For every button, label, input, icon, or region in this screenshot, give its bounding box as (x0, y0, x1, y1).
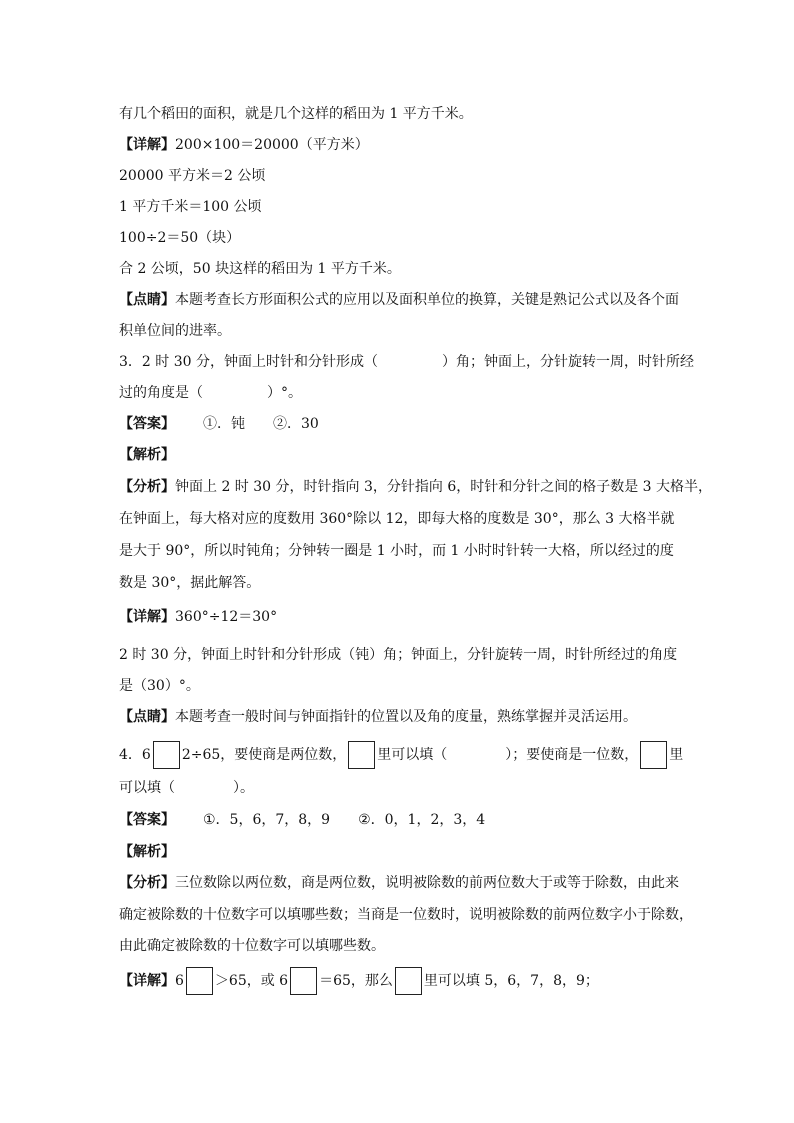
analysis-line (119, 873, 679, 893)
analysis-tag: 【分析】 (119, 479, 175, 495)
detail-text-c: ＝65，那么 (319, 973, 393, 989)
text-line: 2 时 30 分，钟面上时针和分针形成（钝）角；钟面上，分针旋转一周，时针所经过的角度 (119, 647, 678, 663)
question-3-line (119, 383, 302, 403)
q4-text-b: 2÷65，要使商是两位数， (181, 747, 347, 763)
answer-tag: 【答案】 (119, 812, 175, 828)
text-line: 合 2 公顷，50 块这样的稻田为 1 平方千米。 (119, 261, 401, 277)
question-3-line (119, 352, 694, 372)
detail-line (119, 607, 277, 627)
digit-box (395, 967, 422, 995)
detail-text-a: 6 (175, 973, 184, 989)
digit-box (348, 741, 375, 769)
digit-box (153, 741, 180, 769)
analysis-text: 三位数除以两位数，商是两位数，说明被除数的前两位数大于或等于除数，由此来 (175, 875, 679, 891)
analysis-heading: 【解析】 (119, 447, 175, 463)
remark-line (119, 290, 679, 310)
answer-text: ①．5，6，7，8，9 ②．0，1，2，3，4 (203, 812, 486, 828)
detail-text: 360°÷12＝30° (175, 609, 278, 625)
q3-text-c: 过的角度是（ (119, 385, 203, 401)
q3-text-b: ）角；钟面上，分针旋转一周，时针所经 (441, 354, 694, 370)
answer-tag: 【答案】 (119, 416, 175, 432)
answer-line (119, 810, 485, 830)
remark-tag: 【点睛】 (119, 709, 175, 725)
digit-box (290, 967, 317, 995)
remark-tag: 【点睛】 (119, 292, 175, 308)
q3-text-d: ）°。 (267, 385, 302, 401)
detail-line (119, 135, 369, 155)
q4-text-f: 可以填（ (119, 780, 175, 796)
detail-tag: 【详解】 (119, 973, 175, 989)
question-4-line (119, 778, 254, 798)
text-line: 数是 30°，据此解答。 (119, 575, 261, 591)
answer-line (119, 414, 319, 434)
analysis-heading: 【解析】 (119, 844, 175, 860)
detail-text: 200×100＝20000（平方米） (175, 137, 369, 153)
text-line: 在钟面上，每大格对应的度数用 360°除以 12，即每大格的度数是 30°，那么 3 大格半就 (119, 511, 675, 527)
q4-text-a: 4．6 (119, 747, 151, 763)
remark-line (119, 707, 637, 727)
q4-text-d: ）；要使商是一位数， (505, 747, 639, 763)
q3-text-a: 3．2 时 30 分，钟面上时针和分针形成（ (119, 354, 378, 370)
remark-text: 本题考查长方形面积公式的应用以及面积单位的换算，关键是熟记公式以及各个面 (175, 292, 679, 308)
text-line: 是（30）°。 (119, 678, 200, 694)
analysis-tag: 【分析】 (119, 875, 175, 891)
analysis-line (119, 477, 712, 497)
text-line: 1 平方千米＝100 公顷 (119, 199, 262, 215)
text-line: 有几个稻田的面积，就是几个这样的稻田为 1 平方千米。 (119, 106, 473, 122)
digit-box (640, 741, 667, 769)
q4-text-e: 里 (669, 747, 684, 763)
detail-tag: 【详解】 (119, 609, 175, 625)
q4-text-c: 里可以填（ (377, 747, 448, 763)
detail-tag: 【详解】 (119, 137, 175, 153)
text-line: 由此确定被除数的十位数字可以填哪些数。 (119, 938, 385, 954)
answer-text: ①．钝 ②．30 (203, 416, 319, 432)
text-line: 确定被除数的十位数字可以填哪些数；当商是一位数时，说明被除数的前两位数字小于除数， (119, 907, 693, 923)
q4-text-g: ）。 (233, 780, 254, 796)
detail-text-b: ＞65，或 6 (214, 973, 289, 989)
detail-line (119, 966, 599, 996)
text-line: 是大于 90°，所以时钝角；分钟转一圈是 1 小时，而 1 小时时针转一大格，所以经过的度 (119, 543, 674, 559)
text-line: 积单位间的进率。 (119, 323, 231, 339)
text-line: 100÷2＝50（块） (119, 230, 241, 246)
analysis-text: 钟面上 2 时 30 分，时针指向 3，分针指向 6，时针和分针之间的格子数是 3 大格半， (175, 479, 713, 495)
question-4-line (119, 740, 683, 770)
digit-box (186, 967, 213, 995)
detail-text-d: 里可以填 5，6，7，8，9； (423, 973, 599, 989)
text-line: 20000 平方米＝2 公顷 (119, 168, 266, 184)
remark-text: 本题考查一般时间与钟面指针的位置以及角的度量，熟练掌握并灵活运用。 (175, 709, 637, 725)
